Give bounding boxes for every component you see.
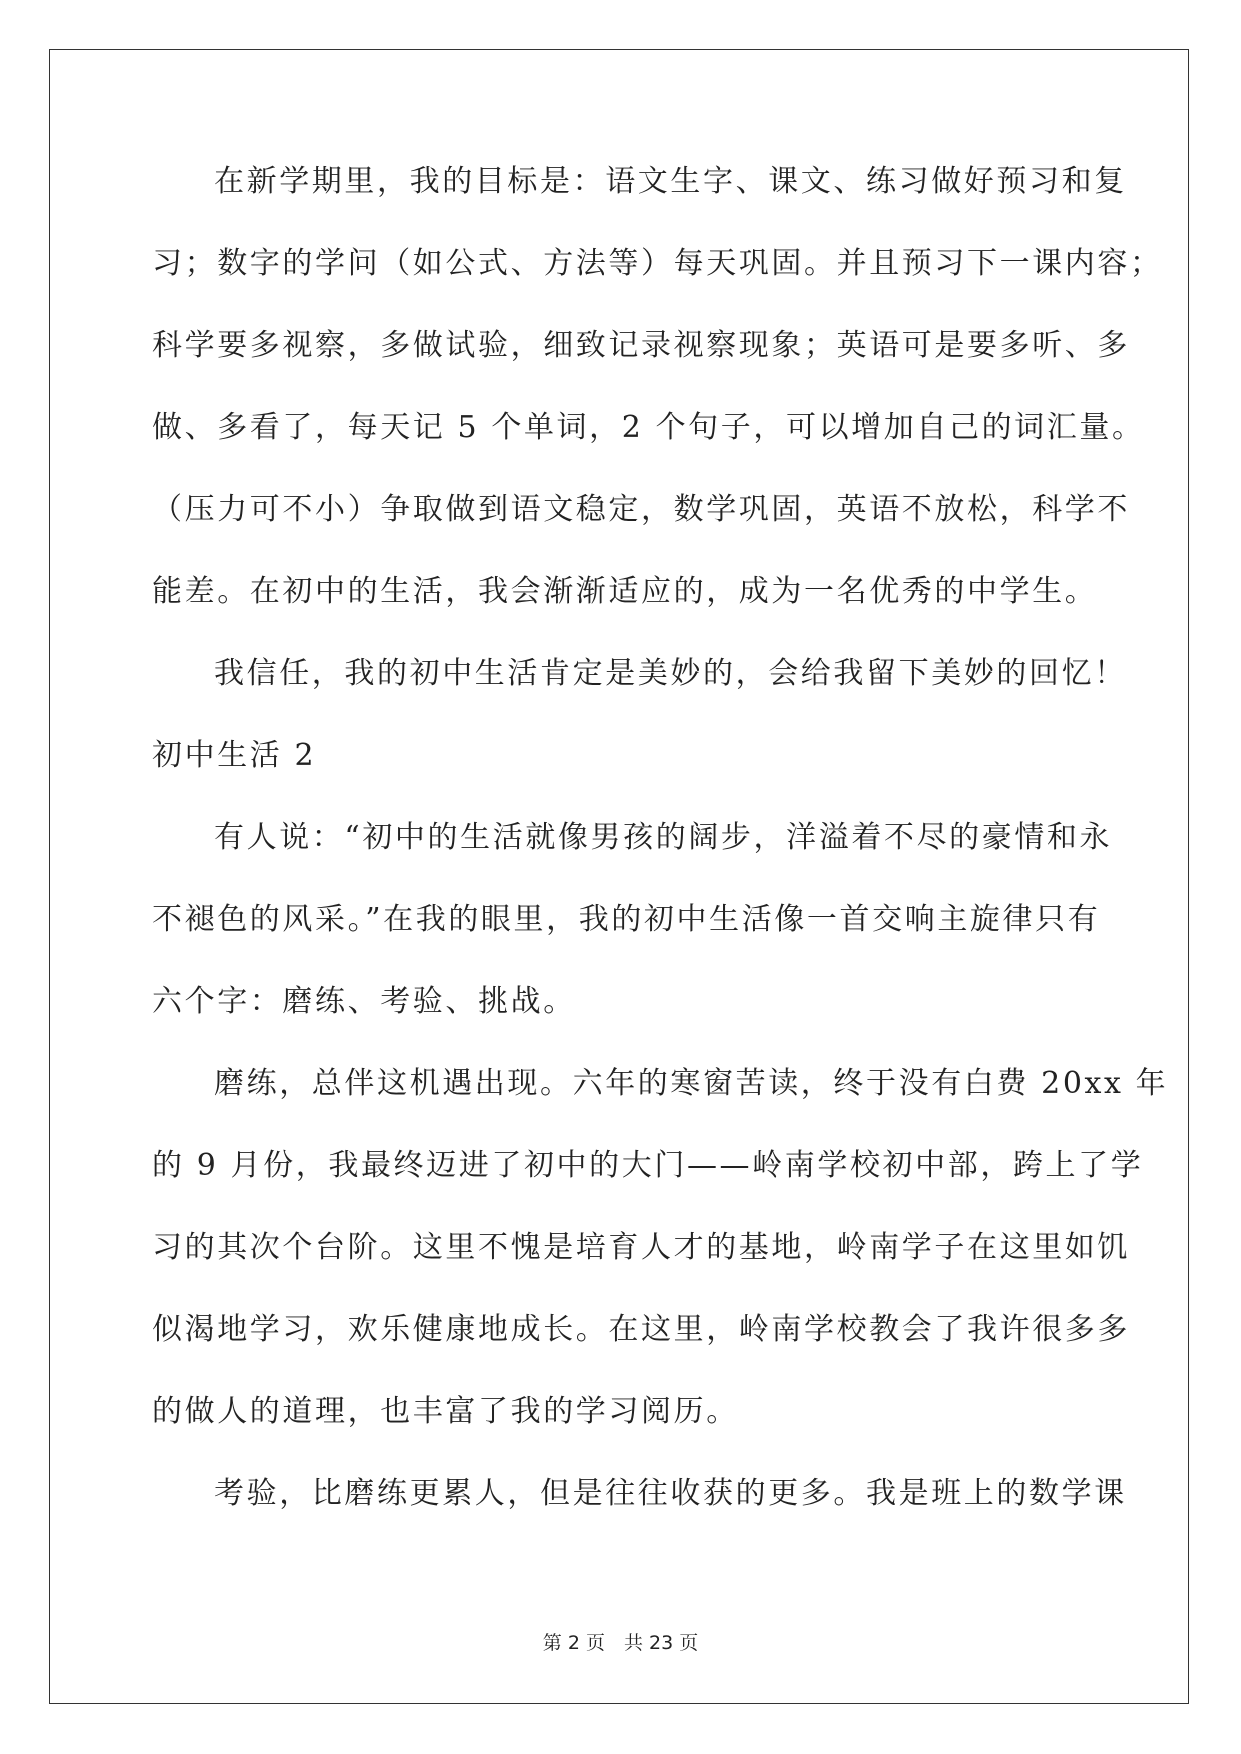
text-line: 的做人的道理，也丰富了我的学习阅历。	[152, 1394, 739, 1429]
text-line: 做、多看了，每天记 5 个单词，2 个句子，可以增加自己的词汇量。	[152, 410, 1145, 445]
text-line: 不褪色的风采。”在我的眼里，我的初中生活像一首交响主旋律只有	[152, 902, 1101, 937]
text-line: 磨练，总伴这机遇出现。六年的寒窗苦读，终于没有白费 20xx 年	[214, 1066, 1169, 1101]
text-line: 有人说：“初中的生活就像男孩的阔步，洋溢着不尽的豪情和永	[214, 820, 1113, 855]
document-body	[152, 158, 1169, 1552]
text-line: （压力可不小）争取做到语文稳定，数学巩固，英语不放松，科学不	[152, 492, 1130, 527]
text-line: 初中生活 2	[152, 738, 317, 773]
text-line: 似渴地学习，欢乐健康地成长。在这里，岭南学校教会了我许很多多	[152, 1312, 1130, 1347]
text-line: 的 9 月份，我最终迈进了初中的大门——岭南学校初中部，跨上了学	[152, 1148, 1144, 1183]
text-line: 六个字：磨练、考验、挑战。	[152, 984, 576, 1019]
text-line: 习；数字的学问（如公式、方法等）每天巩固。并且预习下一课内容；	[152, 246, 1163, 281]
text-line: 科学要多视察，多做试验，细致记录视察现象；英语可是要多听、多	[152, 328, 1130, 363]
text-line: 我信任，我的初中生活肯定是美妙的，会给我留下美妙的回忆！	[214, 656, 1127, 691]
text-line: 习的其次个台阶。这里不愧是培育人才的基地，岭南学子在这里如饥	[152, 1230, 1130, 1265]
page-footer: 第 2 页 共 23 页	[542, 1632, 699, 1654]
text-line: 能差。在初中的生活，我会渐渐适应的，成为一名优秀的中学生。	[152, 574, 1098, 609]
text-line: 考验，比磨练更累人，但是往往收获的更多。我是班上的数学课	[214, 1476, 1127, 1511]
text-line: 在新学期里，我的目标是：语文生字、课文、练习做好预习和复	[214, 164, 1127, 199]
